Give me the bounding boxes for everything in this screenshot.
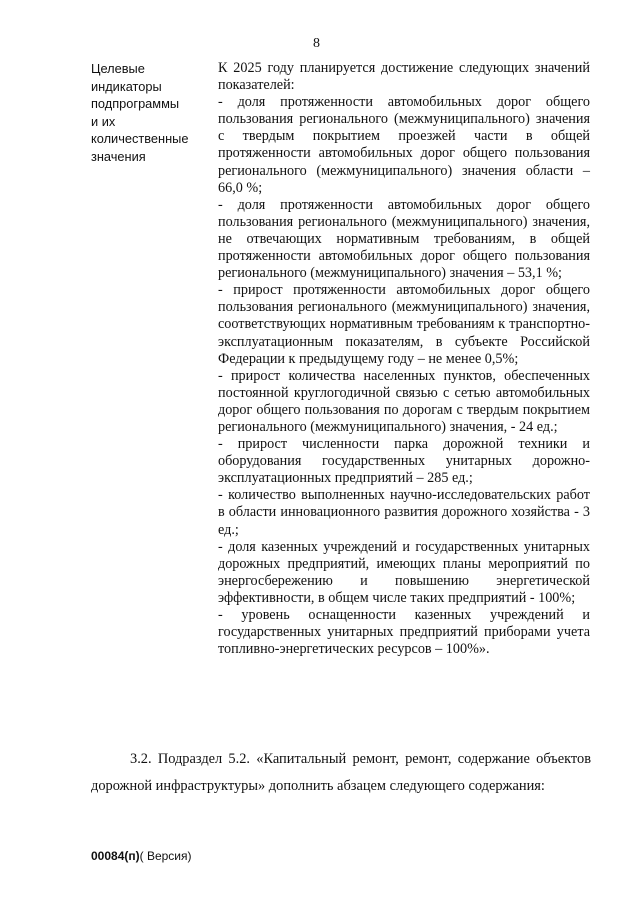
indicator-item: - доля протяженности автомобильных дорог общего пользования регионального (межмуниципального) значения с твердым покрытием проезжей части в общей протяженности автомобильных дорог общего пользования регионального (межмуниципального) значения области – 66,0 %;: [218, 94, 590, 196]
indicator-item: - доля казенных учреждений и государственных унитарных дорожных предприятий, имеющих планы мероприятий по энергосбережению и повышению энергетической эффективности, в общем числе таких предприятий - 100%;: [218, 538, 590, 606]
document-code: 00084(п): [91, 849, 140, 863]
indicator-item: - прирост численности парка дорожной техники и оборудования государственных унитарных дорожно-эксплуатационных предприятий – 285 ед.;: [218, 436, 590, 487]
intro-paragraph: К 2025 году планируется достижение следующих значений показателей:: [218, 60, 590, 94]
indicator-label-line: Целевые: [91, 61, 145, 76]
indicator-label-line: индикаторы: [91, 78, 162, 94]
document-footer: [91, 849, 192, 863]
indicator-item: - прирост протяженности автомобильных дорог общего пользования регионального (межмуниципального) значения, соответствующих нормативным требованиям к транспортно-эксплуатационным показателям, в субъекте Российской Федерации к предыдущему году – не менее 0,5%;: [218, 282, 590, 367]
indicator-values-column: [218, 60, 590, 658]
indicator-label-line: значения: [91, 148, 146, 164]
section-paragraph: 3.2. Подраздел 5.2. «Капитальный ремонт, ремонт, содержание объектов дорожной инфраструктуры» дополнить абзацем следующего содержания:: [91, 751, 591, 794]
document-version: ( Версия): [139, 849, 192, 863]
indicator-label-line: подпрограммы: [91, 96, 180, 111]
page-number: 8: [313, 36, 320, 51]
indicator-label-line: и их: [91, 113, 116, 129]
indicator-item: - уровень оснащенности казенных учреждений и государственных унитарных предприятий приборами учета топливно-энергетических ресурсов – 100%».: [218, 607, 590, 658]
indicator-label-line: количественные: [91, 131, 189, 146]
indicator-item: - прирост количества населенных пунктов, обеспеченных постоянной круглогодичной связью с сетью автомобильных дорог общего пользования по дорогам с твердым покрытием регионального (межмуниципального) значения, - 24 ед.;: [218, 367, 590, 435]
indicator-item: - доля протяженности автомобильных дорог общего пользования регионального (межмуниципального) значения, не отвечающих нормативным требованиям, в общей протяженности автомобильных дорог общего пользования регионального (межмуниципального) значения – 53,1 %;: [218, 196, 590, 282]
indicator-label-column: [91, 60, 203, 165]
indicator-item: - количество выполненных научно-исследовательских работ в области инновационного развития дорожного хозяйства - 3 ед.;: [218, 487, 590, 538]
